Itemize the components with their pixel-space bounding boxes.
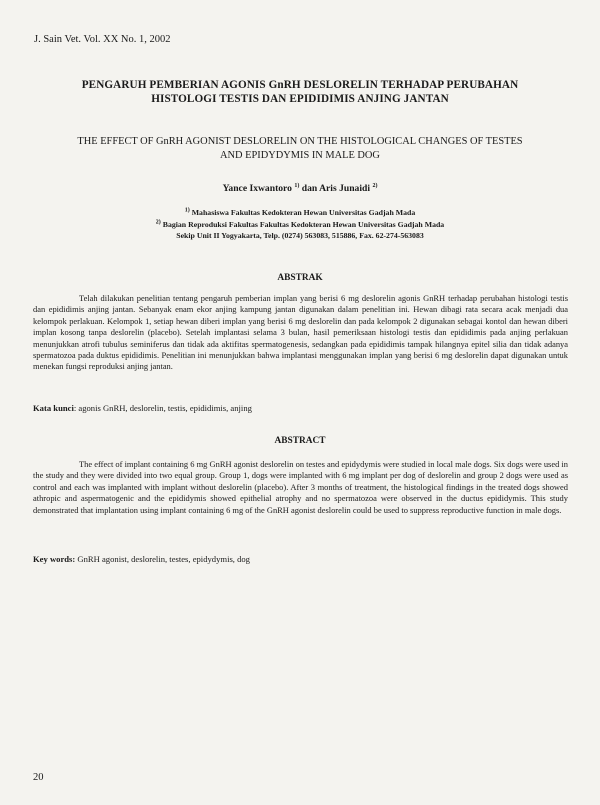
affiliation-2-mark: 2) — [155, 218, 161, 225]
title-indonesian-line-2: HISTOLOGI TESTIS DAN EPIDIDIMIS ANJING JANTAN — [151, 93, 449, 105]
abstrak-heading: ABSTRAK — [277, 273, 323, 283]
title-english-line-2: AND EPIDYDYMIS IN MALE DOG — [220, 150, 380, 161]
abstract-body: The effect of implant containing 6 mg GnRH agonist deslorelin on testes and epidydymis were studied in local male dogs. Six dogs were used in the study and they were divided into two equal group. Group 1, dogs were implanted with 6 mg implant per dog of deslorelin and group 2 dogs were used as control and each was implanted with implant without deslorelin (placebo). After 3 months of treatment, the histological findings in the treated dogs showed athropic and aspermatogenic and the epididymis showed epithelial atrophy and no spermatozoa were observed in the ductus epididymis. This study demonstrated that implantation using implant containing 6 mg of the GnRH agonist deslorelin could be used to suppress reproductive function in male dogs. — [33, 459, 568, 515]
affiliation-1-mark: 1) — [184, 207, 190, 214]
journal-header: J. Sain Vet. Vol. XX No. 1, 2002 — [34, 34, 171, 45]
author-connector: dan — [301, 183, 318, 194]
key-words — [33, 554, 568, 565]
title-english — [40, 135, 560, 163]
author-line — [40, 183, 560, 194]
key-words-values: GnRH agonist, deslorelin, testes, epidydymis, dog — [77, 554, 250, 564]
affiliations — [40, 207, 560, 242]
title-indonesian — [40, 78, 560, 106]
affiliation-2-text: Bagian Reproduksi Fakultas Fakultas Kedokteran Hewan Universitas Gadjah Mada — [162, 219, 445, 229]
affiliation-address: Sekip Unit II Yogyakarta, Telp. (0274) 563083, 515886, Fax. 62-274-563083 — [176, 231, 424, 240]
page-number: 20 — [33, 772, 44, 783]
author-2-mark: 2) — [372, 182, 378, 189]
abstrak-body: Telah dilakukan penelitian tentang pengaruh pemberian implan yang berisi 6 mg deslorelin agonis GnRH terhadap perubahan histologi testis dan epididimis anjing jantan. Sebanyak enam ekor anjing kampung jantan digunakan dalam penelitian ini. Hewan dibagi rata secara acak menjadi dua kelompok perlakuan. Kelompok 1, setiap hewan diberi implan yang berisi 6 mg deslorelin dan pada kelompok 2 digunakan sebagai kontol dan hewan diberi implan kosong tanpa deslorelin (placebo). Setelah implantasi selama 3 bulan, hasil pemeriksaan histologi testis dan epididimis pada anjing perlakuan menunjukkan atrofi tubulus seminiferus dan tidak ada aktifitas spermatogenesis, sedangkan pada epididimis tampak hilangnya epitel silia dan tidak adanya spermatozoa pada duktus epididimis. Penelitian ini menunjukkan bahwa implantasi menggunakan implan yang berisi 6 mg deslorelin dapat digunakan untuk menekan fungsi reproduksi anjing jantan. — [33, 293, 568, 372]
affiliation-1-text: Mahasiswa Fakultas Kedokteran Hewan Universitas Gadjah Mada — [191, 208, 416, 217]
title-english-line-1: THE EFFECT OF GnRH AGONIST DESLORELIN ON THE HISTOLOGICAL CHANGES OF TESTES — [77, 136, 523, 147]
author-2-name: Aris Junaidi — [319, 183, 371, 194]
kata-kunci-label: Kata kunci — [33, 403, 74, 413]
abstract-heading: ABSTRACT — [274, 436, 326, 446]
kata-kunci — [33, 403, 568, 414]
key-words-label: Key words: — [33, 554, 76, 564]
author-1-name: Yance Ixwantoro — [222, 183, 292, 194]
affiliation-1 — [40, 207, 560, 219]
title-indonesian-line-1: PENGARUH PEMBERIAN AGONIS GnRH DESLORELIN TERHADAP PERUBAHAN — [81, 79, 519, 91]
author-1-mark: 1) — [294, 182, 300, 189]
kata-kunci-values: : agonis GnRH, deslorelin, testis, epididimis, anjing — [73, 403, 252, 413]
affiliation-2 — [40, 219, 560, 231]
